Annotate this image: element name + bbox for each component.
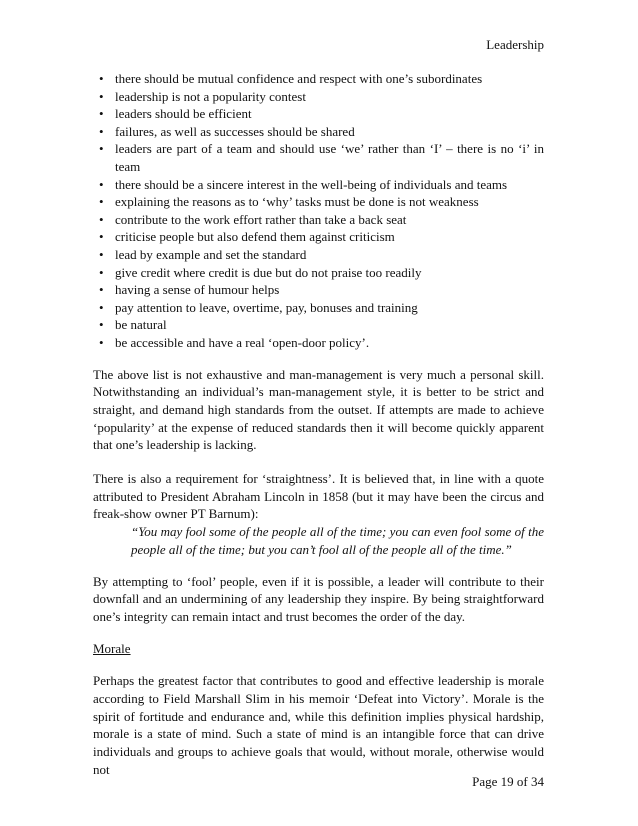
list-item: • there should be mutual confidence and respect with one’s subordinates bbox=[93, 70, 544, 88]
page-content bbox=[93, 70, 544, 779]
list-item: • failures, as well as successes should be shared bbox=[93, 123, 544, 141]
list-item: • be accessible and have a real ‘open-door policy’. bbox=[93, 334, 544, 352]
section-heading-morale: Morale bbox=[93, 640, 131, 656]
lincoln-quote: “You may fool some of the people all of the time; you can even fool some of the people all of the time; but you can’t fool all of the people all of the time.” bbox=[131, 524, 544, 557]
list-item: • explaining the reasons as to ‘why’ tasks must be done is not weakness bbox=[93, 193, 544, 211]
paragraph-straightness: There is also a requirement for ‘straightness’. It is believed that, in line with a quote attributed to President Abraham Lincoln in 1858 (but it may have been the circus and freak-show owner PT Barnum): bbox=[93, 471, 544, 522]
list-item: • leaders are part of a team and should use ‘we’ rather than ‘I’ – there is no ‘i’ in team bbox=[93, 140, 544, 175]
list-item: • be natural bbox=[93, 316, 544, 334]
list-item: • there should be a sincere interest in the well-being of individuals and teams bbox=[93, 176, 544, 194]
list-item: • give credit where credit is due but do not praise too readily bbox=[93, 264, 544, 282]
paragraph-morale: Perhaps the greatest factor that contributes to good and effective leadership is morale according to Field Marshall Slim in his memoir ‘Defeat into Victory’. Morale is the spirit of fortitude and endurance and, while this definition implies physical hardship, morale is a state of mind. Such a state of mind is an intangible force that can drive individuals and groups to achieve goals that would, without morale, otherwise would not bbox=[93, 673, 544, 777]
list-item: • criticise people but also defend them against criticism bbox=[93, 228, 544, 246]
running-header: Leadership bbox=[486, 37, 544, 52]
list-item: • leadership is not a popularity contest bbox=[93, 88, 544, 106]
list-item: • pay attention to leave, overtime, pay, bonuses and training bbox=[93, 299, 544, 317]
list-item: • contribute to the work effort rather than take a back seat bbox=[93, 211, 544, 229]
page-number: Page 19 of 34 bbox=[472, 774, 544, 789]
paragraph-man-management: The above list is not exhaustive and man-management is very much a personal skill. Notwithstanding an individual’s man-management style, it is better to be strict and straight, and demand high standards from the outset. If attempts are made to achieve ‘popularity’ at the expense of reduced standards then it will become quickly apparent that one’s leadership is lacking. bbox=[93, 366, 544, 453]
list-item: • having a sense of humour helps bbox=[93, 281, 544, 299]
list-item: • lead by example and set the standard bbox=[93, 246, 544, 264]
leadership-bullet-list bbox=[93, 70, 544, 352]
list-item: • leaders should be efficient bbox=[93, 105, 544, 123]
paragraph-integrity: By attempting to ‘fool’ people, even if it is possible, a leader will contribute to their downfall and an undermining of any leadership they inspire. By being straightforward one’s integrity can remain intact and trust becomes the order of the day. bbox=[93, 573, 544, 624]
